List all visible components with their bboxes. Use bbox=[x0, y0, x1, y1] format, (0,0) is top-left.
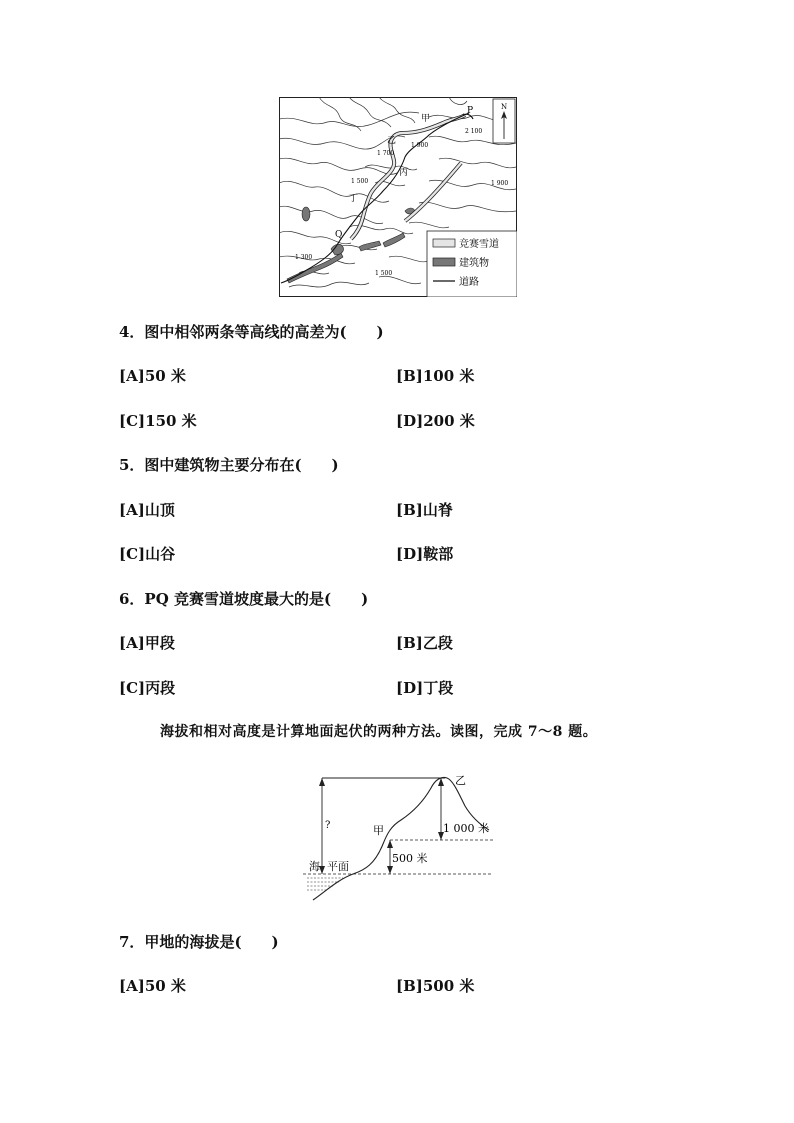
height-500: 500 米 bbox=[392, 852, 428, 865]
contour-1900-b: 1 900 bbox=[491, 180, 509, 187]
contour-1500-b: 1 500 bbox=[375, 270, 393, 277]
question-4-option-a[interactable]: [A]50 米 bbox=[119, 367, 186, 385]
contour-1700: 1 700 bbox=[377, 150, 395, 157]
question-4-option-b[interactable]: [B]100 米 bbox=[396, 367, 475, 385]
svg-text:N: N bbox=[501, 103, 508, 111]
label-bing: 丙 bbox=[399, 168, 409, 178]
question-5-option-b[interactable]: [B]山脊 bbox=[396, 501, 453, 519]
question-4-option-d[interactable]: [D]200 米 bbox=[396, 412, 475, 430]
height-1000: 1 000 米 bbox=[443, 822, 489, 835]
question-6-stem: 6．PQ 竞赛雪道坡度最大的是( ) bbox=[119, 590, 369, 608]
legend-piste-label: 竞赛雪道 bbox=[459, 239, 499, 250]
question-7-stem: 7．甲地的海拔是( ) bbox=[119, 933, 279, 951]
question-5-stem: 5．图中建筑物主要分布在( ) bbox=[119, 456, 339, 474]
label-sea: 海 bbox=[309, 860, 320, 873]
question-4-stem: 4．图中相邻两条等高线的高差为( ) bbox=[119, 323, 384, 341]
legend-piste-swatch bbox=[433, 239, 455, 247]
label-p: P bbox=[467, 106, 474, 116]
question-6-option-b[interactable]: [B]乙段 bbox=[396, 634, 453, 652]
elevation-profile-figure bbox=[303, 768, 495, 906]
contour-1900-a: 1 900 bbox=[411, 142, 429, 149]
question-5-option-a[interactable]: [A]山顶 bbox=[119, 501, 175, 519]
question-7-option-a[interactable]: [A]50 米 bbox=[119, 977, 186, 995]
question-4-option-c[interactable]: [C]150 米 bbox=[119, 412, 197, 430]
building bbox=[302, 207, 310, 221]
contour-1300: 1 300 bbox=[295, 254, 313, 261]
legend-building-label: 建筑物 bbox=[459, 258, 489, 269]
terrain-profile bbox=[313, 777, 489, 900]
sea-hatch bbox=[307, 878, 343, 890]
label-ding: 丁 bbox=[349, 194, 359, 204]
question-6-option-a[interactable]: [A]甲段 bbox=[119, 634, 175, 652]
label-yi: 乙 bbox=[455, 774, 466, 787]
label-q: Q bbox=[335, 230, 343, 240]
label-jia: 甲 bbox=[373, 824, 384, 837]
north-arrow bbox=[493, 99, 515, 143]
contour-1500-a: 1 500 bbox=[351, 178, 369, 185]
section-intro: 海拔和相对高度是计算地面起伏的两种方法。读图，完成 7～8 题。 bbox=[160, 724, 598, 740]
question-5-option-c[interactable]: [C]山谷 bbox=[119, 545, 176, 563]
contour-map-figure bbox=[279, 97, 517, 297]
contour-2100: 2 100 bbox=[465, 128, 483, 135]
map-legend bbox=[427, 231, 517, 297]
legend-building-swatch bbox=[433, 258, 455, 266]
legend-road-label: 道路 bbox=[459, 277, 479, 288]
label-yi: 乙 bbox=[387, 136, 397, 146]
unknown-height-mark: ? bbox=[325, 820, 331, 831]
label-jia: 甲 bbox=[421, 114, 431, 124]
question-6-option-d[interactable]: [D]丁段 bbox=[396, 679, 454, 697]
question-7-option-b[interactable]: [B]500 米 bbox=[396, 977, 475, 995]
label-plane: 平面 bbox=[327, 860, 349, 873]
question-5-option-d[interactable]: [D]鞍部 bbox=[396, 545, 454, 563]
question-6-option-c[interactable]: [C]丙段 bbox=[119, 679, 176, 697]
